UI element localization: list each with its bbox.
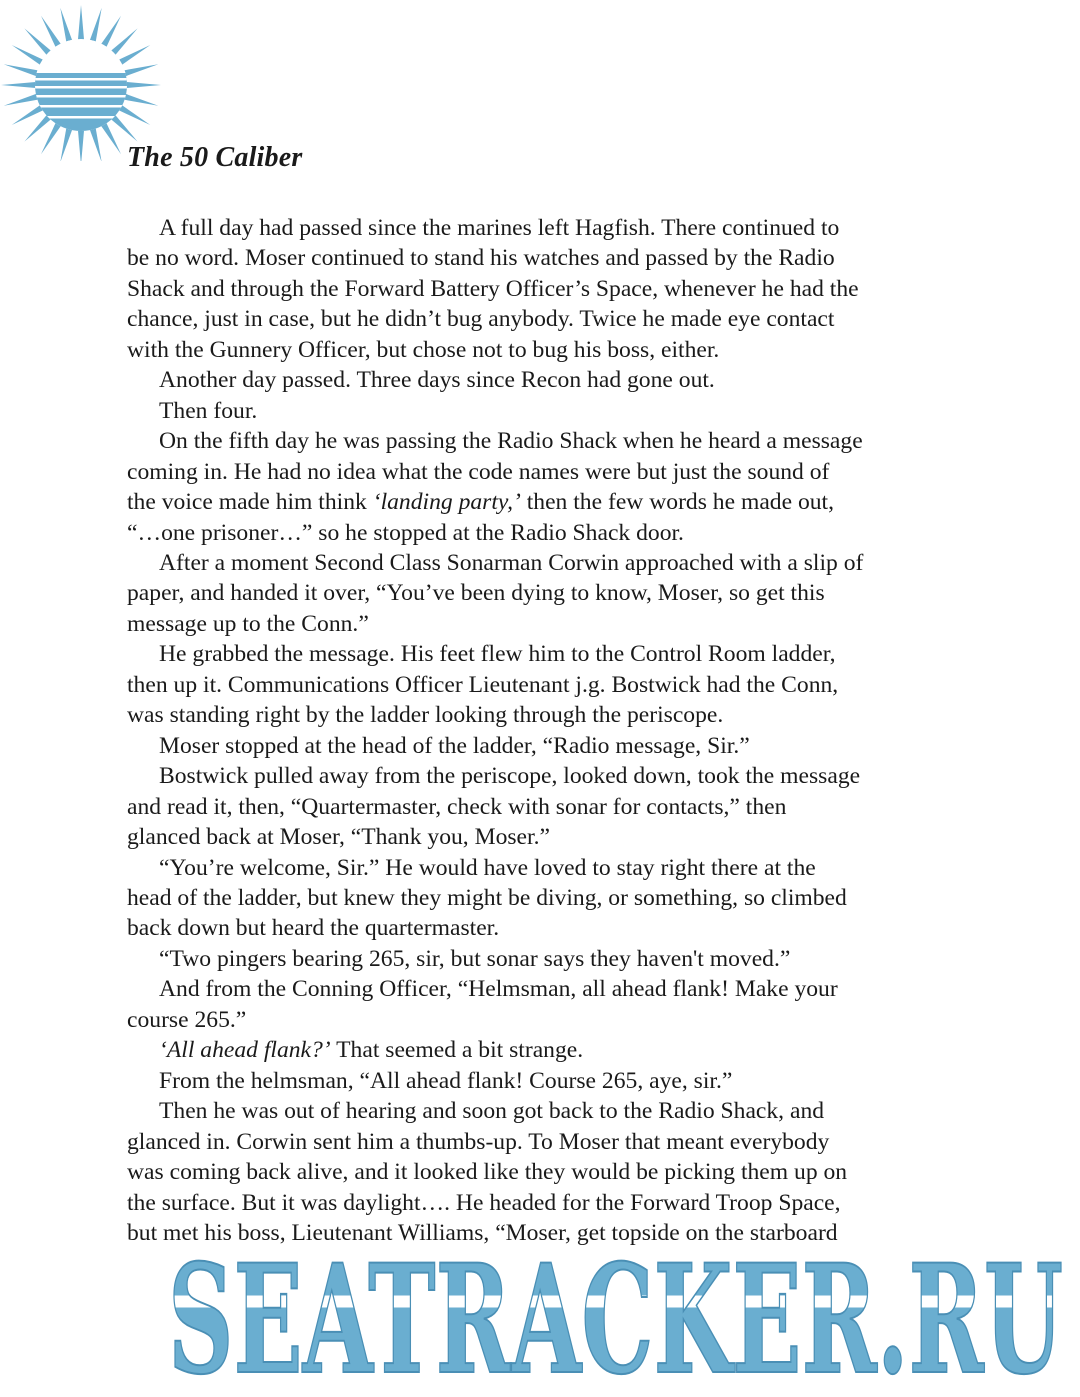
italic-phrase: ‘landing party,’ [372,489,521,516]
sun-ray [4,64,40,76]
watermark-text: SEATRACKER.RU [168,1250,1063,1390]
chapter-title: The 50 Caliber [127,142,303,173]
text-line: “Two pingers bearing 265, sir, but sonar says they haven't moved.” [159,945,791,972]
sun-ray [1,82,37,88]
text-line: glanced in. Corwin sent him a thumbs-up. To Moser that meant everybody [127,1128,830,1155]
text-line: Then four. [159,397,258,424]
sun-ray [41,121,62,154]
text-line: message up to the Conn.” [127,610,369,637]
chapter-body [127,213,957,1248]
sun-ray [78,129,84,161]
sun-ray [100,16,121,49]
text-line: head of the ladder, but knew they might be diving, or something, so climbed [127,884,847,911]
text-line: He grabbed the message. His feet flew him to the Control Room ladder, [159,641,836,668]
sun-ray [12,45,45,66]
sun-ray [12,104,45,125]
text-line [127,487,957,517]
watermark-wordmark [168,1250,1068,1390]
text-line: was coming back alive, and it looked like they would be picking them up on [127,1159,848,1186]
text-line: Another day passed. Three days since Recon had gone out. [159,367,715,394]
text-line: “…one prisoner…” so he stopped at the Radio Shack door. [127,519,684,546]
sun-ray [24,28,52,56]
sun-ray [117,104,150,125]
text-line: Then he was out of hearing and soon got back to the Radio Shack, and [159,1098,825,1125]
sun-ray [41,16,62,49]
text-line: On the fifth day he was passing the Radio Shack when he heard a message [159,428,863,455]
text-line: and read it, then, “Quartermaster, check with sonar for contacts,” then [127,793,787,820]
sun-ray [117,45,150,66]
text-span: That seemed a bit strange. [330,1037,584,1064]
text-line: After a moment Second Class Sonarman Corwin approached with a slip of [159,549,864,576]
text-line: Shack and through the Forward Battery Officer’s Space, whenever he had the [127,275,859,302]
text-line: was standing right by the ladder looking through the periscope. [127,702,724,729]
text-line: paper, and handed it over, “You’ve been dying to know, Moser, so get this [127,580,825,607]
sun-ray [60,127,72,161]
text-line: course 265.” [127,1006,247,1033]
text-span: then the few words he made out, [520,489,835,516]
text-line: coming in. He had no idea what the code names were but just the sound of [127,458,830,485]
sun-ray [123,93,159,105]
text-line: be no word. Moser continued to stand his watches and passed by the Radio [127,245,835,272]
sun-ray [78,5,84,41]
text-line: And from the Conning Officer, “Helmsman, all ahead flank! Make your [159,976,838,1003]
text-line: A full day had passed since the marines left Hagfish. There continued to [159,215,840,241]
text-line: chance, just in case, but he didn’t bug anybody. Twice he made eye contact [127,306,835,333]
italic-phrase: ‘All ahead flank?’ [159,1037,331,1064]
text-line: “You’re welcome, Sir.” He would have loved to stay right there at the [159,854,816,881]
text-line [127,1035,957,1065]
sun-ray [4,93,40,105]
sun-ray [24,114,52,142]
sun-ray [123,64,159,76]
sun-ray [110,114,138,142]
text-line: but met his boss, Lieutenant Williams, “Moser, get topside on the starboard [127,1219,838,1246]
sun-ray [89,127,101,161]
sun-ray [89,8,101,44]
text-line: with the Gunnery Officer, but chose not to bug his boss, either. [127,336,720,363]
text-line: the surface. But it was daylight…. He headed for the Forward Troop Space, [127,1189,841,1216]
sun-ray [100,121,121,154]
text-line: Moser stopped at the head of the ladder, “Radio message, Sir.” [159,732,750,759]
text-line: then up it. Communications Officer Lieutenant j.g. Bostwick had the Conn, [127,671,839,698]
text-line: From the helmsman, “All ahead flank! Course 265, aye, sir.” [159,1067,733,1094]
sun-ray [60,8,72,44]
text-line: glanced back at Moser, “Thank you, Moser.” [127,824,550,851]
text-span: the voice made him think [127,489,373,516]
sun-over-sea-icon [0,0,162,161]
text-line: Bostwick pulled away from the periscope, looked down, took the message [159,763,861,790]
text-line: back down but heard the quartermaster. [127,915,500,942]
sun-ray [110,28,138,56]
sun-ray [125,82,161,88]
